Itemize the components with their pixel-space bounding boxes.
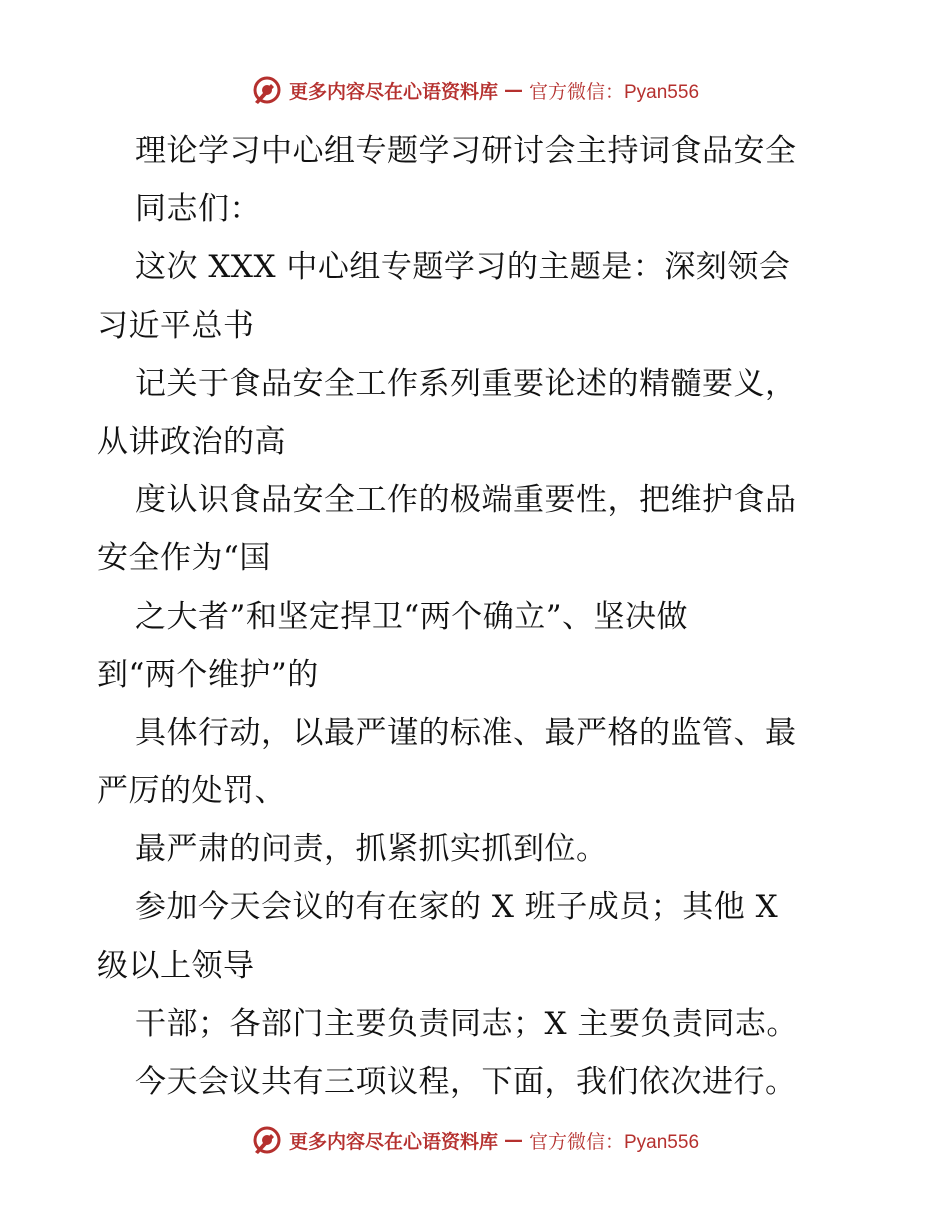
text-line: 这次 XXX 中心组专题学习的主题是：深刻领会 (135, 249, 791, 286)
text-line: 具体行动，以最严谨的标准、最严格的监管、最 (135, 714, 797, 751)
text-line: 从讲政治的高 (97, 423, 286, 460)
text-line: 之大者”和坚定捍卫“两个确立”、坚决做 (135, 598, 689, 635)
banner-separator: — (504, 1129, 523, 1151)
brand-logo-icon (251, 1124, 283, 1156)
text-line: 最严肃的问责，抓紧抓实抓到位。 (135, 831, 608, 868)
text-line: 记关于食品安全工作系列重要论述的精髓要义， (135, 365, 797, 402)
banner-library-text: 更多内容尽在心语资料库 (288, 80, 498, 103)
banner-separator: — (504, 79, 523, 101)
banner-wechat-text: 官方微信：Pyan556 (529, 1131, 700, 1153)
text-line: 同志们： (135, 191, 261, 228)
text-line: 安全作为“国 (97, 540, 271, 577)
text-line: 参加今天会议的有在家的 X 班子成员；其他 X (135, 889, 779, 926)
document-body (97, 122, 857, 1111)
text-line: 理论学习中心组专题学习研讨会主持词食品安全 (135, 133, 797, 169)
brand-logo-icon (251, 74, 283, 106)
banner-wechat-text: 官方微信：Pyan556 (529, 81, 700, 103)
banner-library-text: 更多内容尽在心语资料库 (288, 1130, 498, 1153)
text-line: 度认识食品安全工作的极端重要性，把维护食品 (135, 482, 797, 519)
text-line: 干部；各部门主要负责同志；X 主要负责同志。 (135, 1005, 798, 1042)
text-line: 今天会议共有三项议程，下面，我们依次进行。 (135, 1064, 797, 1100)
text-line: 级以上领导 (97, 947, 255, 984)
footer-watermark-banner (0, 1120, 950, 1160)
text-line: 到“两个维护”的 (97, 656, 319, 693)
text-line: 习近平总书 (97, 307, 255, 344)
header-watermark-banner (0, 70, 950, 110)
text-line: 严厉的处罚、 (97, 773, 286, 810)
